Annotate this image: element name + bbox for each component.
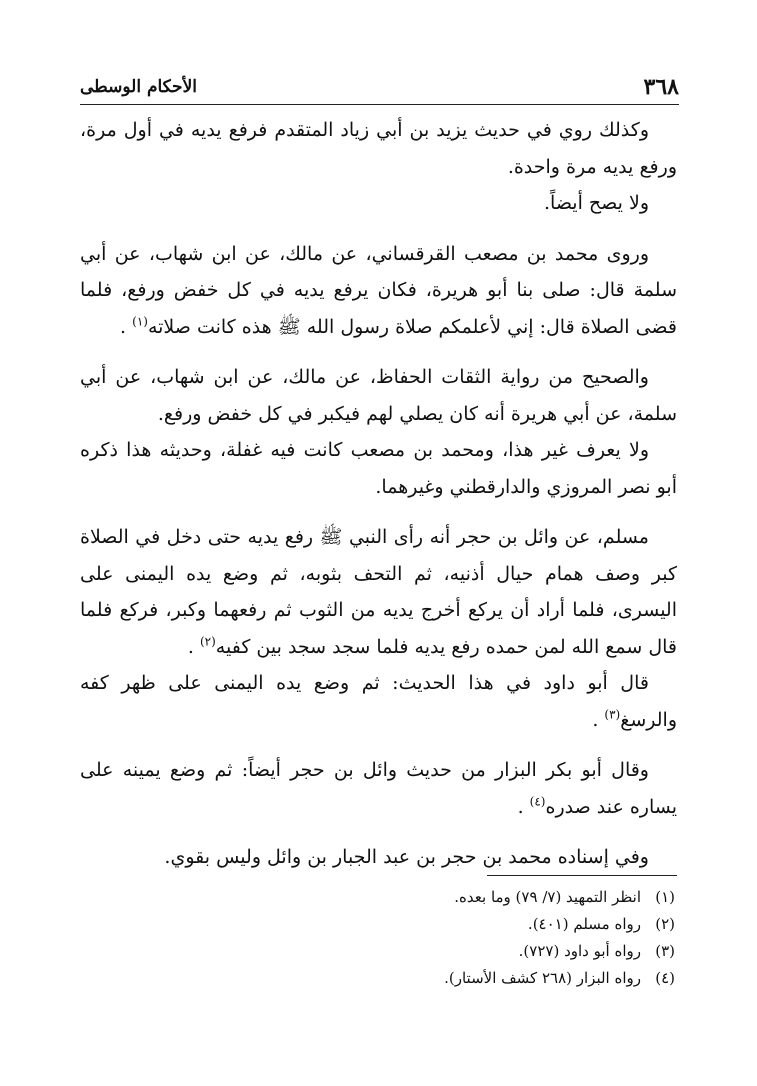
footnote-number: (٢) xyxy=(655,915,675,933)
paragraph: وفي إسناده محمد بن حجر بن عبد الجبار بن وائل وليس بقوي. xyxy=(164,846,649,868)
paragraph: ولا يصح أيضاً. xyxy=(544,192,649,214)
footnote-ref: (٢) xyxy=(199,634,216,649)
paragraph: وكذلك روي في حديث يزيد بن أبي زياد المتقدم فرفع يديه في أول مرة، ورفع يديه مرة واحدة. xyxy=(80,119,677,178)
footnote-separator xyxy=(487,875,677,876)
paragraph: وروى محمد بن مصعب القرقساني، عن مالك، عن ابن شهاب، عن أبي سلمة قال: صلى بنا أبو هريرة، فكان يرفع يديه في كل خفض ورفع، فلما قضى الصلاة قال: إني لأعلمكم صلاة رسول الله ﷺ هذه كانت صلاته$^{(١)}$ . xyxy=(80,242,677,338)
main-text xyxy=(80,112,677,876)
footnotes xyxy=(200,884,675,992)
footnote xyxy=(200,884,675,911)
footnote-text: رواه مسلم (٤٠١). xyxy=(527,915,641,933)
footnote-number: (٣) xyxy=(655,942,675,960)
footnote-text: رواه أبو داود (٧٢٧). xyxy=(518,942,641,960)
paragraph: وقال أبو بكر البزار من حديث وائل بن حجر أيضاً: ثم وضع يمينه على يساره عند صدره$^{(٤)}$ . xyxy=(80,759,677,818)
paragraph: قال أبو داود في هذا الحديث: ثم وضع يده اليمنى على ظهر كفه والرسغ$^{(٣)}$ . xyxy=(80,672,677,731)
footnote-ref: (٣) xyxy=(604,707,621,722)
footnote xyxy=(200,965,675,992)
footnote-text: رواه البزار (٢٦٨ كشف الأستار). xyxy=(444,969,641,987)
paragraph: مسلم، عن وائل بن حجر أنه رأى النبي ﷺ رفع يديه حتى دخل في الصلاة كبر وصف همام حيال أذنيه، ثم التحف بثوبه، ثم وضع يده اليمنى على اليسرى، فلما أراد أن يركع أخرج يديه من الثوب ثم رفعهما وكبر، فركع فلما قال سمع الله لمن حمده رفع يديه فلما سجد سجد بين كفيه$^{(٢)}$ . xyxy=(80,526,677,658)
book-title: الأحكام الوسطى xyxy=(80,77,197,97)
paragraph: والصحيح من رواية الثقات الحفاظ، عن مالك، عن ابن شهاب، عن أبي سلمة، عن أبي هريرة أنه كان يصلي لهم فيكبر في كل خفض ورفع. xyxy=(80,366,677,425)
page-number: ٣٦٨ xyxy=(643,74,679,100)
paragraph: ولا يعرف غير هذا، ومحمد بن مصعب كانت فيه غفلة، وحديثه هذا ذكره أبو نصر المروزي والدارقطني وغيرهما. xyxy=(80,439,677,498)
footnote xyxy=(200,911,675,938)
page-header xyxy=(80,70,679,105)
footnote-number: (٤) xyxy=(655,969,675,987)
footnote-number: (١) xyxy=(655,888,675,906)
footnote-ref: (٤) xyxy=(529,794,546,809)
footnote-text: انظر التمهيد (٧/ ٧٩) وما بعده. xyxy=(454,888,641,906)
footnote xyxy=(200,938,675,965)
footnote-ref: (١) xyxy=(132,314,148,329)
